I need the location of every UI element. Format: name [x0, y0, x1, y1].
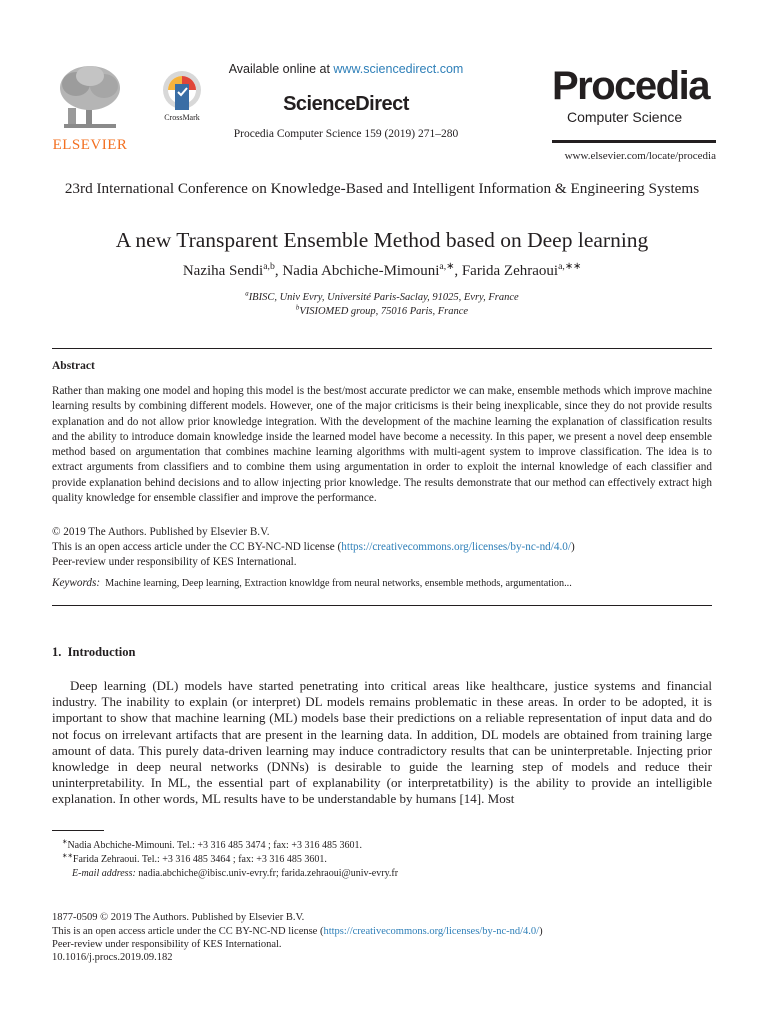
affiliation-a: $^a$IBISC, Univ Evry, Université Paris-Saclay, 91025, Evry, France [245, 290, 519, 303]
author-1: Naziha Sendi$^{a,b}$, [182, 261, 283, 279]
issn-copyright-line [52, 912, 304, 923]
divider-bottom [52, 605, 712, 606]
abstract-body: Rather than making one model and hoping this model is the best/most accurate predictor we can make, ensemble methods which improve machine learning results by combining different models. However, one of the major criticisms is their being inexplicable, since they do not provide results explanation and do not allow prior knowledge integration. With the development of the machine learning the explanation of classification results and the ability to introduce domain knowledge inside the learned model have become a necessity. In this paper, we present a novel deep ensemble method based on argumentation that combines machine learning algorithms with multi-agent system to improve classification. The idea is to extract arguments from classifiers and to combine them using argumentation in order to exploit the internal knowledge of each classifier and provide explanation behind decisions and to allow injecting prior knowledge. The results demonstrate that our method can effectively extract high quality knowledge for ensemble classifier and improve the performance. [52, 385, 712, 505]
elsevier-tree-icon [50, 62, 130, 132]
available-prefix: Available online at [228, 62, 334, 76]
author-3: Farida Zehraoui$^{a,∗∗}$ [461, 261, 582, 279]
bottom-license-url-link[interactable]: https://creativecommons.org/licenses/by-nc-nd/4.0/ [323, 926, 540, 937]
journal-homepage-link[interactable]: www.elsevier.com/locate/procedia [564, 150, 716, 162]
email-addresses[interactable]: nadia.abchiche@ibisc.univ-evry.fr; farida.zehraoui@univ-evry.fr [138, 868, 399, 879]
keywords-label: Keywords: [52, 577, 101, 589]
procedia-wordmark: Procedia [552, 64, 709, 108]
introduction-body: Deep learning (DL) models have started penetrating into critical areas like healthcare, justice systems and financial industry. The inability to explain (or interpret) DL models remains problematic in these areas. In order to be adopted, it is important to show that machine learning (ML) models base their predictions on a reliable representation of input data and do not focus on irrelevant artifacts that are present in the learning data. In addition, DL models are obtained from training large amount of data. This purely data-driven learning may induce contradictory results that can be uninterpretable. Injecting prior knowledge in deep neural networks (DNNs) is desirable to guide the learning step of models and reduce their uninterpretability. In ML, the essential part of explanability (or interpretatbility) is the ability to provide an intelligible explanation. In other words, ML results have to be understandable by humans [14]. Most [52, 678, 712, 807]
divider-top [52, 348, 712, 349]
crossmark-badge[interactable] [158, 70, 206, 120]
keywords-text: Machine learning, Deep learning, Extraction knowldge from neural networks, ensemble methods, argumentation... [105, 578, 572, 589]
crossmark-icon [162, 70, 202, 110]
footnote-1: ∗Nadia Abchiche-Mimouni. Tel.: +3 316 485 3474 ; fax: +3 316 485 3601. [62, 838, 362, 851]
sciencedirect-url-link[interactable]: www.sciencedirect.com [333, 62, 464, 76]
procedia-rule [552, 140, 716, 143]
copyright-line: © 2019 The Authors. Published by Elsevier B.V. [52, 526, 270, 538]
author-list [52, 263, 712, 280]
journal-citation-line: Procedia Computer Science 159 (2019) 271–280 [233, 128, 459, 140]
procedia-subtitle: Computer Science [567, 109, 683, 125]
introduction-heading: 1. Introduction [52, 645, 136, 659]
procedia-logo[interactable] [552, 64, 718, 126]
author-2: Nadia Abchiche-Mimouni$^{a,∗}$, [282, 261, 462, 279]
bottom-open-access-line: This is an open access article under the CC BY-NC-ND license (https://creativecommons.org/licenses/by-nc-nd/4.0/) [52, 926, 543, 937]
bottom-peer-review-line: Peer-review under responsibility of KES International. [52, 939, 282, 950]
sciencedirect-wordmark[interactable]: ScienceDirect [283, 93, 409, 115]
footnote-2: ∗∗Farida Zehraoui. Tel.: +3 316 485 3464 ; fax: +3 316 485 3601. [62, 852, 327, 865]
crossmark-label: CrossMark [164, 113, 200, 122]
email-footnote [72, 868, 398, 879]
conference-name: 23rd International Conference on Knowledge-Based and Intelligent Information & Engineering Systems [64, 180, 700, 197]
paper-title: A new Transparent Ensemble Method based on Deep learning [115, 228, 649, 252]
email-label: E-mail address: [72, 868, 136, 879]
doi-line[interactable]: 10.1016/j.procs.2019.09.182 [52, 952, 173, 963]
license-url-link[interactable]: https://creativecommons.org/licenses/by-nc-nd/4.0/ [341, 541, 571, 553]
peer-review-line: Peer-review under responsibility of KES International. [52, 556, 297, 568]
keywords-line [52, 577, 712, 589]
affiliation-b: $^b$VISIOMED group, 75016 Paris, France [295, 304, 469, 317]
footnote-rule [52, 830, 104, 831]
bottom-copyright: © 2019 The Authors. Published by Elsevier B.V. [100, 912, 305, 923]
open-access-line: This is an open access article under the CC BY-NC-ND license (https://creativecommons.org/licenses/by-nc-nd/4.0/) [52, 541, 575, 553]
elsevier-wordmark: ELSEVIER [52, 137, 128, 153]
elsevier-logo[interactable] [50, 62, 130, 153]
available-online-line [206, 62, 486, 76]
issn: 1877-0509 [52, 912, 98, 923]
abstract-heading: Abstract [52, 360, 95, 372]
